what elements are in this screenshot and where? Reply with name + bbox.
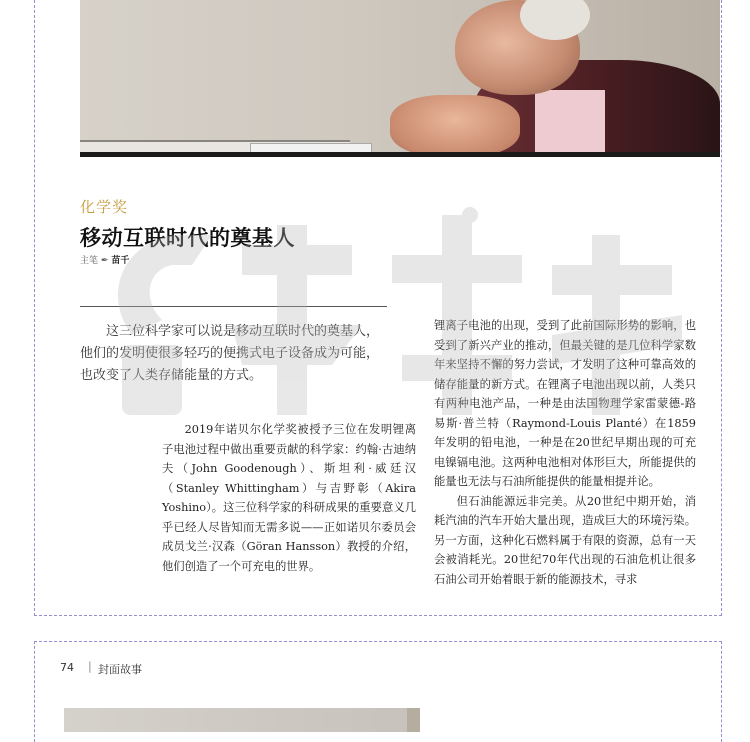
next-page-photo (64, 708, 414, 732)
photo-figure-shirt (535, 90, 605, 157)
portrait-photo (80, 0, 720, 157)
footer-section-name: 封面故事 (98, 663, 142, 676)
photo-figure-hands (390, 95, 520, 157)
body-paragraph: 锂离子电池的出现，受到了此前国际形势的影响，也受到了新兴产业的推动，但最关键的是几位科学家数年来坚持不懈的努力尝试，才发明了这种可靠高效的储存能量的新方式。在锂离子电池出现以前，人类只有两种电池产品，一种是由法国物理学家雷蒙德-路易斯·普兰特（Raymond-Louis Planté）在1859年发明的铅电池，一种是在20世纪早期出现的可充电镍镉电池。这两种电池相对体形巨大，所能提供的能量也无法与石油所能提供的能量相提并论。 (434, 319, 696, 488)
byline-author: 苗千 (111, 256, 130, 266)
article-title: 移动互联时代的奠基人 (80, 226, 295, 250)
section-category: 化学奖 (80, 198, 129, 216)
body-column-right (434, 316, 696, 589)
byline-prefix: 主笔 (80, 256, 99, 266)
body-column-left: 2019年诺贝尔化学奖被授予三位在发明锂离子电池过程中做出重要贡献的科学家：约翰·古迪纳夫（John Goodenough）、斯坦利·威廷汉（Stanley Whittingham）与吉野彰（Akira Yoshino）。这三位科学家的科研成果的重要意义几乎已经人尽皆知而无需多说——正如诺贝尔委员会成员戈兰·汉森（Göran Hansson）教授的介绍，他们创造了一个可充电的世界。 (162, 423, 416, 573)
next-page-photo-edge (407, 708, 420, 732)
article-intro: 这三位科学家可以说是移动互联时代的奠基人，他们的发明使很多轻巧的便携式电子设备成为可能，也改变了人类存储能量的方式。 (80, 324, 380, 383)
photo-bottom-edge (80, 152, 720, 157)
intro-divider (80, 306, 387, 307)
page-number: 74 (60, 661, 74, 674)
footer-separator: | (88, 660, 92, 673)
body-paragraph: 但石油能源远非完美。从20世纪中期开始，消耗汽油的汽车开始大量出现，造成巨大的环境污染。另一方面，这种化石燃料属于有限的资源，总有一天会被消耗光。20世纪70年代出现的石油危机让很多石油公司开始着眼于新的能源技术，寻求 (434, 494, 696, 586)
pen-icon: ✒ (100, 256, 109, 266)
byline (80, 253, 129, 266)
